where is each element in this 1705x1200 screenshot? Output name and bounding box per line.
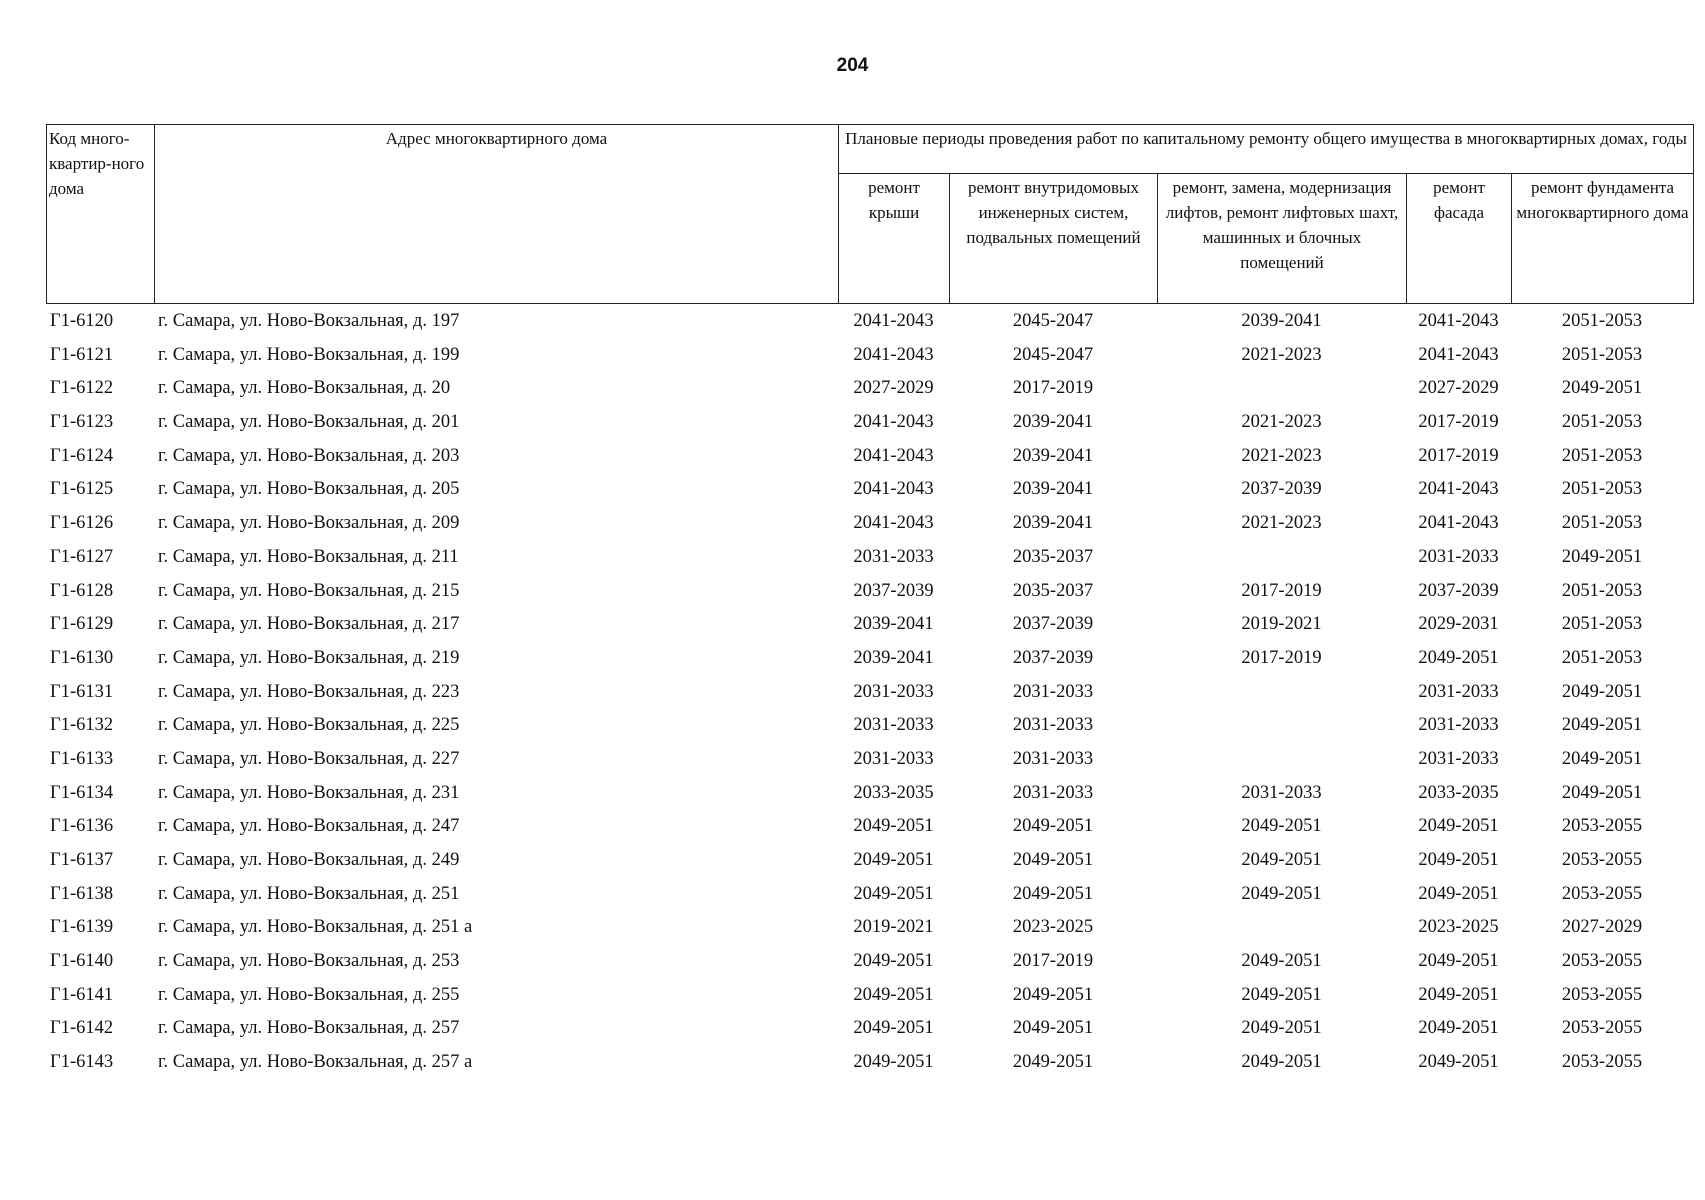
row-elevators: 2049-2051 [1241,984,1322,1005]
row-systems: 2035-2037 [1012,580,1094,601]
header-foundation [1512,174,1694,304]
row-facade: 2041-2043 [1418,479,1499,500]
row-foundation: 2051-2053 [1561,479,1643,500]
row-code: Г1-6139 [50,917,114,938]
row-address: г. Самара, ул. Ново-Вокзальная, д. 251 [158,883,460,904]
table-row [46,611,1693,645]
table-row [46,308,1693,342]
row-elevators: 2039-2041 [1241,311,1322,331]
table-row [46,375,1693,409]
row-code: Г1-6126 [50,513,114,534]
row-systems: 2031-2033 [1012,715,1094,736]
row-systems: 2037-2039 [1012,614,1094,635]
row-foundation: 2049-2051 [1561,681,1643,702]
row-roof: 2037-2039 [853,580,934,601]
row-code: Г1-6124 [50,445,114,466]
row-foundation: 2027-2029 [1561,917,1643,938]
row-systems: 2049-2051 [1012,1052,1094,1073]
row-address: г. Самара, ул. Ново-Вокзальная, д. 247 [158,816,460,837]
row-facade: 2049-2051 [1418,883,1499,904]
row-code: Г1-6132 [50,715,114,736]
row-code: Г1-6123 [50,412,114,433]
row-code: Г1-6143 [50,1052,114,1073]
table-row [46,1049,1693,1083]
row-foundation: 2053-2055 [1561,951,1643,972]
header-periods-label: Плановые периоды проведения работ по капитальному ремонту общего имущества в многоквартирных домах, годы [845,129,1687,148]
row-address: г. Самара, ул. Ново-Вокзальная, д. 257 [158,1018,460,1039]
row-foundation: 2051-2053 [1561,344,1643,365]
row-elevators: 2049-2051 [1241,816,1322,837]
row-systems: 2031-2033 [1012,782,1094,803]
row-facade: 2031-2033 [1418,546,1499,567]
row-foundation: 2049-2051 [1561,782,1643,803]
row-address: г. Самара, ул. Ново-Вокзальная, д. 211 [158,546,459,567]
row-foundation: 2051-2053 [1561,647,1643,668]
row-systems: 2039-2041 [1012,445,1094,466]
row-facade: 2029-2031 [1418,614,1499,635]
row-code: Г1-6125 [50,479,114,500]
row-elevators: 2019-2021 [1241,614,1322,635]
row-roof: 2049-2051 [853,850,934,870]
row-foundation: 2051-2053 [1561,412,1643,433]
row-systems: 2049-2051 [1012,816,1094,837]
row-elevators: 2021-2023 [1241,344,1322,365]
row-address: г. Самара, ул. Ново-Вокзальная, д. 20 [158,378,451,399]
table-row [46,510,1693,544]
row-facade: 2017-2019 [1418,412,1499,433]
row-foundation: 2053-2055 [1561,1052,1643,1073]
row-roof: 2049-2051 [853,984,934,1005]
table-row [46,982,1693,1016]
row-roof: 2031-2033 [853,681,934,702]
row-systems: 2017-2019 [1012,951,1094,972]
table-row [46,780,1693,814]
row-roof: 2041-2043 [853,311,934,331]
row-roof: 2041-2043 [853,479,934,500]
header-elevators [1158,174,1407,304]
table-row [46,409,1693,443]
row-foundation: 2053-2055 [1561,816,1643,837]
row-code: Г1-6137 [50,850,114,870]
row-address: г. Самара, ул. Ново-Вокзальная, д. 223 [158,681,460,702]
row-foundation: 2049-2051 [1561,546,1643,567]
table-body [46,308,1693,1083]
row-code: Г1-6133 [50,748,114,769]
row-roof: 2041-2043 [853,513,934,534]
row-facade: 2033-2035 [1418,782,1499,803]
row-code: Г1-6140 [50,951,114,972]
row-facade: 2017-2019 [1418,445,1499,466]
row-address: г. Самара, ул. Ново-Вокзальная, д. 203 [158,445,460,466]
table-row [46,578,1693,612]
row-foundation: 2051-2053 [1561,614,1643,635]
row-address: г. Самара, ул. Ново-Вокзальная, д. 253 [158,951,460,972]
row-roof: 2033-2035 [853,782,934,803]
row-foundation: 2049-2051 [1561,748,1643,769]
row-foundation: 2051-2053 [1561,513,1643,534]
header-roof-label: ремонт крыши [868,178,920,222]
row-elevators: 2049-2051 [1241,850,1322,870]
row-facade: 2041-2043 [1418,513,1499,534]
row-code: Г1-6141 [50,984,114,1005]
row-roof: 2049-2051 [853,816,934,837]
row-address: г. Самара, ул. Ново-Вокзальная, д. 197 [158,311,460,331]
row-elevators: 2049-2051 [1241,1052,1322,1073]
row-address: г. Самара, ул. Ново-Вокзальная, д. 251 а [158,917,473,938]
table-row [46,645,1693,679]
row-foundation: 2049-2051 [1561,378,1643,399]
table-row [46,948,1693,982]
row-code: Г1-6122 [50,378,114,399]
row-systems: 2037-2039 [1012,647,1094,668]
row-foundation: 2051-2053 [1561,311,1643,331]
row-code: Г1-6128 [50,580,114,601]
row-roof: 2039-2041 [853,614,934,635]
row-roof: 2049-2051 [853,951,934,972]
row-address: г. Самара, ул. Ново-Вокзальная, д. 249 [158,850,460,870]
header-roof [839,174,950,304]
row-systems: 2039-2041 [1012,513,1094,534]
row-roof: 2031-2033 [853,546,934,567]
row-address: г. Самара, ул. Ново-Вокзальная, д. 227 [158,748,460,769]
row-facade: 2049-2051 [1418,984,1499,1005]
table-row [46,476,1693,510]
row-elevators: 2017-2019 [1241,647,1322,668]
table-row [46,813,1693,847]
row-address: г. Самара, ул. Ново-Вокзальная, д. 201 [158,412,460,433]
row-address: г. Самара, ул. Ново-Вокзальная, д. 225 [158,715,460,736]
table-header [46,124,1694,304]
row-foundation: 2049-2051 [1561,715,1643,736]
row-address: г. Самара, ул. Ново-Вокзальная, д. 255 [158,984,460,1005]
row-code: Г1-6127 [50,546,114,567]
row-systems: 2017-2019 [1012,378,1094,399]
row-address: г. Самара, ул. Ново-Вокзальная, д. 209 [158,513,460,534]
row-facade: 2049-2051 [1418,816,1499,837]
row-code: Г1-6120 [50,311,114,331]
row-systems: 2031-2033 [1012,748,1094,769]
row-foundation: 2051-2053 [1561,445,1643,466]
row-elevators: 2049-2051 [1241,951,1322,972]
row-systems: 2045-2047 [1012,311,1094,331]
table-row [46,914,1693,948]
row-roof: 2041-2043 [853,445,934,466]
row-address: г. Самара, ул. Ново-Вокзальная, д. 205 [158,479,460,500]
row-address: г. Самара, ул. Ново-Вокзальная, д. 217 [158,614,460,635]
row-systems: 2049-2051 [1012,1018,1094,1039]
row-roof: 2041-2043 [853,412,934,433]
table-row [46,847,1693,881]
row-elevators: 2037-2039 [1241,479,1322,500]
table-row [46,712,1693,746]
row-facade: 2049-2051 [1418,1052,1499,1073]
row-systems: 2049-2051 [1012,984,1094,1005]
row-roof: 2049-2051 [853,883,934,904]
row-systems: 2049-2051 [1012,883,1094,904]
row-address: г. Самара, ул. Ново-Вокзальная, д. 215 [158,580,460,601]
page-number: 204 [836,55,869,76]
table-row [46,544,1693,578]
row-address: г. Самара, ул. Ново-Вокзальная, д. 219 [158,647,460,668]
row-roof: 2049-2051 [853,1018,934,1039]
header-elevators-label: ремонт, замена, модернизация лифтов, ремонт лифтовых шахт, машинных и блочных помещений [1165,178,1399,272]
row-foundation: 2053-2055 [1561,883,1643,904]
row-roof: 2031-2033 [853,748,934,769]
header-foundation-label: ремонт фундамента многоквартирного дома [1516,178,1689,222]
row-elevators: 2021-2023 [1241,445,1322,466]
row-facade: 2027-2029 [1418,378,1499,399]
table-row [46,443,1693,477]
header-facade [1407,174,1512,304]
row-facade: 2049-2051 [1418,951,1499,972]
row-systems: 2039-2041 [1012,412,1094,433]
header-systems [950,174,1158,304]
row-elevators: 2021-2023 [1241,513,1322,534]
table-row [46,1015,1693,1049]
table-row [46,746,1693,780]
row-roof: 2027-2029 [853,378,934,399]
row-facade: 2049-2051 [1418,647,1499,668]
row-address: г. Самара, ул. Ново-Вокзальная, д. 231 [158,782,460,803]
row-systems: 2049-2051 [1012,850,1094,870]
row-code: Г1-6138 [50,883,114,904]
row-facade: 2031-2033 [1418,715,1499,736]
row-facade: 2037-2039 [1418,580,1499,601]
header-periods [839,125,1694,174]
row-systems: 2039-2041 [1012,479,1094,500]
row-systems: 2023-2025 [1012,917,1094,938]
row-elevators: 2049-2051 [1241,883,1322,904]
row-systems: 2045-2047 [1012,344,1094,365]
row-code: Г1-6129 [50,614,114,635]
row-roof: 2031-2033 [853,715,934,736]
row-roof: 2049-2051 [853,1052,934,1073]
row-systems: 2031-2033 [1012,681,1094,702]
row-address: г. Самара, ул. Ново-Вокзальная, д. 199 [158,344,460,365]
row-roof: 2019-2021 [853,917,934,938]
table-row [46,679,1693,713]
header-code-label: Код много-квартир-ного дома [49,129,145,198]
row-elevators: 2049-2051 [1241,1018,1322,1039]
row-facade: 2041-2043 [1418,311,1499,331]
row-roof: 2041-2043 [853,344,934,365]
row-foundation: 2053-2055 [1561,984,1643,1005]
row-elevators: 2017-2019 [1241,580,1322,601]
table-row [46,342,1693,376]
row-code: Г1-6142 [50,1018,114,1039]
row-roof: 2039-2041 [853,647,934,668]
row-code: Г1-6130 [50,647,114,668]
row-foundation: 2053-2055 [1561,850,1643,870]
row-code: Г1-6134 [50,782,114,803]
row-facade: 2031-2033 [1418,748,1499,769]
row-facade: 2049-2051 [1418,1018,1499,1039]
row-systems: 2035-2037 [1012,546,1094,567]
row-facade: 2049-2051 [1418,850,1499,870]
row-facade: 2023-2025 [1418,917,1499,938]
row-facade: 2041-2043 [1418,344,1499,365]
header-address [155,125,839,304]
header-address-label: Адрес многоквартирного дома [385,129,608,148]
row-code: Г1-6136 [50,816,114,837]
header-facade-label: ремонт фасада [1433,178,1485,222]
header-code [47,125,155,304]
row-foundation: 2051-2053 [1561,580,1643,601]
row-foundation: 2053-2055 [1561,1018,1643,1039]
row-facade: 2031-2033 [1418,681,1499,702]
row-address: г. Самара, ул. Ново-Вокзальная, д. 257 а [158,1052,473,1073]
row-elevators: 2021-2023 [1241,412,1322,433]
header-systems-label: ремонт внутридомовых инженерных систем, подвальных помещений [966,178,1141,247]
row-code: Г1-6131 [50,681,114,702]
row-elevators: 2031-2033 [1241,782,1322,803]
table-row [46,881,1693,915]
row-code: Г1-6121 [50,344,114,365]
